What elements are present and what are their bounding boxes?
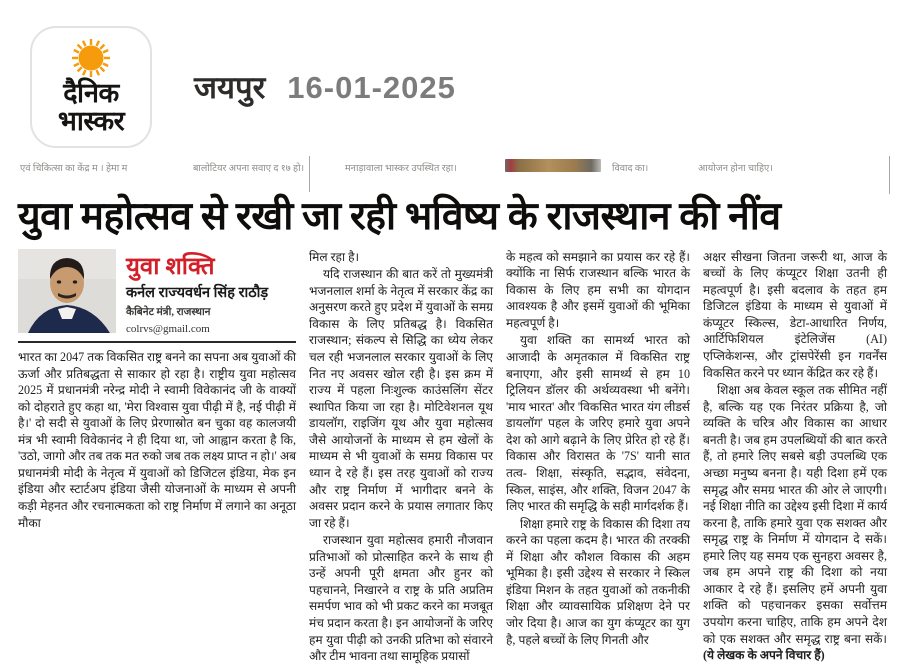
newspaper-clipping — [0, 153, 903, 666]
paragraph: अक्षर सीखना जितना जरूरी था, आज के बच्चों के लिए कंप्यूटर शिक्षा उतनी ही महत्वपूर्ण है। इसी बदलाव के तहत हम डिजिटल इंडिया के माध्यम से युवाओं में कंप्यूटर स्किल्स, डेटा-आधारित निर्णय, आर्टिफिशियल इंटेलिजेंस (AI) एप्लिकेशन्स, और ट्रांसपेरेंसी इन गवर्नेंस विकसित करने पर ध्यान केंद्रित कर रहे हैं। — [703, 249, 887, 380]
paragraph — [703, 382, 887, 664]
masthead-strip — [0, 153, 903, 195]
paragraph: युवा शक्ति का सामर्थ्य भारत को आजादी के अमृतकाल में विकसित राष्ट्र बनाएगा, और इसी सामर्थ्य से हम 10 ट्रिलियन डॉलर की अर्थव्यवस्था भी बनेंगे। 'माय भारत' और 'विकसित भारत यंग लीडर्स डायलॉग' पहल के जरिए हमारे युवा अपने देश को आगे बढ़ाने के लिए प्रेरित हो रहे हैं। विकास और विरासत के '7S' यानी सात तत्व- शिक्षा, संस्कृति, सद्भाव, संवेदना, स्किल, साइंस, और शक्ति, विजन 2047 के लिए भारत की समृद्धि के सही मार्गदर्शक हैं। — [506, 333, 690, 514]
paragraph: मिल रहा है। — [309, 249, 360, 264]
dainik-bhaskar-logo — [30, 26, 152, 148]
brand-name-line2: भास्कर — [57, 106, 125, 136]
edition-meta — [194, 66, 456, 108]
column-divider — [309, 156, 310, 192]
sun-icon — [71, 38, 111, 78]
strip-fragment: आयोजन होना चाहिए। — [698, 164, 773, 174]
paragraph: शिक्षा हमारे राष्ट्र के विकास की दिशा तय करने का पहला कदम है। भारत की तरक्की में शिक्षा और कौशल विकास की अहम भूमिका है। इसी उद्देश्य से सरकार ने स्किल इंडिया मिशन के तहत युवाओं को तकनीकी शिक्षा और व्यावसायिक प्रशिक्षण देने पर जोर दिया है। आज का युग कंप्यूटर का युग है, पहले बच्चों के लिए गिनती और — [506, 516, 690, 647]
article-column-2 — [309, 249, 493, 666]
publication-date: 16-01-2025 — [287, 70, 456, 105]
page-header — [30, 26, 456, 148]
paragraph: भारत का 2047 तक विकसित राष्ट्र बनने का सपना अब युवाओं की ऊर्जा और प्रतिबद्धता से साकार हो रहा है। राष्ट्रीय युवा महोत्सव 2025 में प्रधानमंत्री नरेन्द्र मोदी ने स्वामी विवेकानंद जी के वाक्यों को दोहराते हुए कहा था, 'मेरा विश्वास युवा पीढ़ी में है, नई पीढ़ी में है।' दो सदी से युवाओं के लिए प्रेरणास्रोत बन चुका वह कालजयी मंत्र भी स्वामी विवेकानंद ने ही दिया था, जो आह्वान करता है कि, 'उठो, जागो और तब तक मत रुको जब तक लक्ष्य प्राप्त न हो।' अब प्रधानमंत्री मोदी के नेतृत्व में युवाओं को डिजिटल इंडिया, मेक इन इंडिया और स्टार्टअप इंडिया जैसी योजनाओं के माध्यम से अपनी कड़ी मेहनत और रचनात्मकता को राष्ट्र निर्माण में लगाने का अनूठा मौका — [18, 349, 296, 530]
strip-fragment: एवं चिकित्सा का केंद्र म । हेमा म — [20, 164, 128, 174]
column-section-title: युवा शक्ति — [126, 253, 215, 280]
author-email: colrvs@gmail.com — [126, 322, 210, 335]
paragraph: यदि राजस्थान की बात करें तो मुख्यमंत्री भजनलाल शर्मा के नेतृत्व में सरकार केंद्र का अनुसरण करते हुए प्रदेश में युवाओं के समग्र विकास के लिए प्रतिबद्ध है। विकसित राजस्थान; संकल्प से सिद्धि का ध्येय लेकर चल रही भजनलाल सरकार युवाओं के लिए नित नए अवसर खोल रही है। इस क्रम में राज्य में पहला निःशुल्क काउंसलिंग सेंटर स्थापित किया जा रहा है। मोटिवेशनल यूथ डायलॉग, राइजिंग यूथ और युवा महोत्सव जैसे आयोजनों के माध्यम से हम खेलों के माध्यम से भी युवाओं के समग्र विकास पर ध्यान दे रहे हैं। इस तरह युवाओं को राज्य और राष्ट्र निर्माण में भागीदार बनने के अवसर प्रदान करने के प्रयास लगातार किए जा रहे हैं। — [309, 267, 493, 530]
author-name: कर्नल राज्यवर्धन सिंह राठौड़ — [126, 284, 269, 301]
byline-divider — [18, 341, 296, 343]
article-column-3 — [506, 249, 690, 666]
brand-name-line1: दैनिक — [63, 78, 119, 109]
strip-fragment: बालोटियर अपना सवाए द १७ हो। — [193, 164, 305, 174]
strip-fragment: विवाद का। — [612, 164, 649, 174]
author-disclaimer: (ये लेखक के अपने विचार हैं) — [703, 648, 825, 663]
article-column-1 — [18, 249, 296, 666]
paragraph: के महत्व को समझाने का प्रयास कर रहे हैं। क्योंकि ना सिर्फ राजस्थान बल्कि भारत के विकास के लिए हम सभी का योगदान आवश्यक है और इसमें युवाओं की भूमिका महत्वपूर्ण है। — [506, 249, 690, 330]
author-photo — [18, 249, 116, 333]
cropped-photo-fragment — [505, 159, 601, 172]
byline-text-block — [126, 249, 268, 337]
author-byline — [18, 249, 296, 337]
strip-fragment: मनाड़ावाला भास्कर उपस्थित रहा। — [345, 164, 457, 174]
column-divider — [889, 156, 890, 194]
article-headline: युवा महोत्सव से रखी जा रही भविष्य के राजस्थान की नींव — [18, 195, 781, 238]
edition-city: जयपुर — [194, 70, 266, 105]
author-designation: कैबिनेट मंत्री, राजस्थान — [126, 306, 211, 318]
paragraph-text: शिक्षा अब केवल स्कूल तक सीमित नहीं है, बल्कि यह एक निरंतर प्रक्रिया है, जो व्यक्ति के चरित्र और विकास का आधार बनती है। जब हम उपलब्धियों की बात करते हैं, तो हमारे लिए सबसे बड़ी उपलब्धि एक अच्छा मनुष्य बनना है। यही दिशा हमें एक समृद्ध और समग्र भारत की ओर ले जाएगी। नई शिक्षा नीति का उद्देश्य इसी दिशा में कार्य करना है, ताकि हमारे युवा एक सशक्त और समृद्ध राष्ट्र के निर्माण में योगदान दे सकें। हमारे लिए यह समय एक सुनहरा अवसर है, जब हम अपने राष्ट्र की दिशा को नया आकार दे रहे हैं। इसलिए हमें अपनी युवा शक्ति को पहचानकर इसका सर्वोत्तम उपयोग करना चाहिए, ताकि हम अपने देश को एक सशक्त और समृद्ध राष्ट्र बना सकें। — [703, 383, 887, 646]
article-column-4 — [703, 249, 887, 666]
article-body — [0, 239, 903, 666]
paragraph: राजस्थान युवा महोत्सव हमारी नौजवान प्रतिभाओं को प्रोत्साहित करने के साथ ही उन्हें अपनी पूरी क्षमता और हुनर को पहचानने, निखारने व राष्ट्र के प्रति अप्रतिम समर्पण भाव को भी प्रकट करने का मजबूत मंच प्रदान करता है। इन आयोजनों के जरिए हम युवा पीढ़ी को उनकी प्रतिभा को संवारने और टीम भावना तथा सामूहिक प्रयासों — [309, 533, 493, 664]
